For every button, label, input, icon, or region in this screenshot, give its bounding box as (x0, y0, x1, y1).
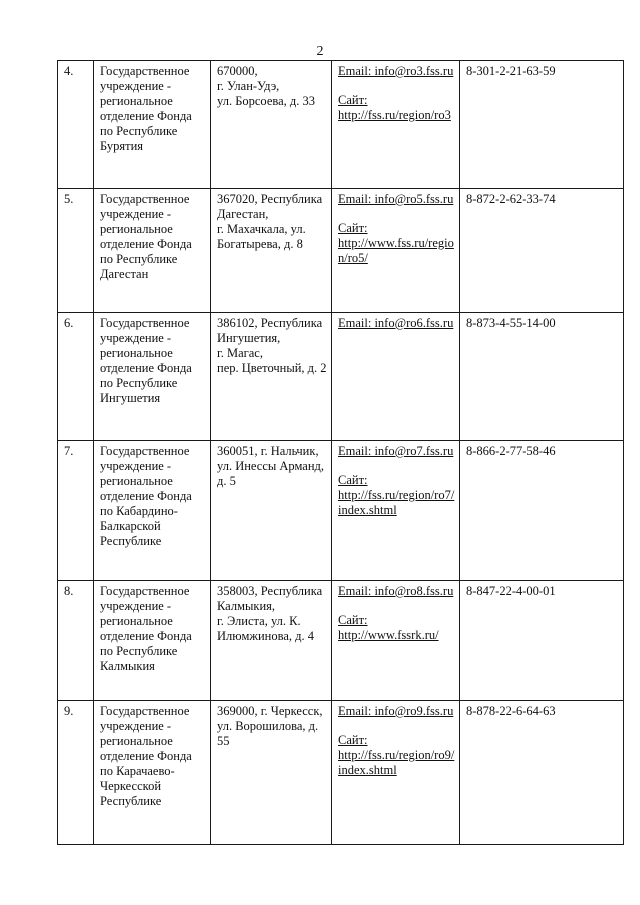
row-number (58, 581, 94, 701)
row-number-text: 6. (64, 316, 74, 330)
email-link[interactable]: Email: info@ro5.fss.ru (338, 192, 454, 206)
address-line: 360051, г. Нальчик, (217, 444, 319, 458)
address-line: пер. Цветочный, д. 2 (217, 361, 327, 375)
organization-name-line: отделение Фонда (100, 749, 192, 763)
email-link[interactable]: Email: info@ro6.fss.ru (338, 316, 454, 330)
organization-name-line: Государственное (100, 704, 190, 718)
organization-name-line: по Республике (100, 376, 178, 390)
organization-name-line: региональное (100, 614, 173, 628)
organization-name-line: учреждение - (100, 459, 172, 473)
address-cell (211, 61, 332, 189)
spacer (338, 459, 455, 473)
organization-name-line: Ингушетия (100, 391, 161, 405)
address-cell (211, 313, 332, 441)
organization-name-line: отделение Фонда (100, 489, 192, 503)
contacts-cell (332, 701, 460, 845)
organization-name-line: Государственное (100, 316, 190, 330)
organization-name-line: учреждение - (100, 599, 172, 613)
organization-name-line: Бурятия (100, 139, 144, 153)
address-line: г. Элиста, ул. К. (217, 614, 301, 628)
site-link[interactable]: http://www.fss.ru/regio (338, 236, 454, 250)
organization-name-line: отделение Фонда (100, 361, 192, 375)
site-label[interactable]: Сайт: (338, 93, 368, 107)
phone-number: 8-847-22-4-00-01 (466, 584, 556, 598)
table-row (58, 441, 624, 581)
email-link[interactable]: Email: info@ro7.fss.ru (338, 444, 454, 458)
row-number (58, 441, 94, 581)
organization-name-cell (94, 189, 211, 313)
organization-name-line: учреждение - (100, 719, 172, 733)
organization-name-line: региональное (100, 734, 173, 748)
organization-name-line: по Карачаево- (100, 764, 175, 778)
phone-number: 8-872-2-62-33-74 (466, 192, 556, 206)
row-number (58, 701, 94, 845)
organization-name-line: Республике (100, 534, 162, 548)
organization-name-line: Государственное (100, 64, 190, 78)
table-row (58, 189, 624, 313)
phone-cell (460, 701, 624, 845)
organization-name-line: Государственное (100, 444, 190, 458)
organization-name-line: по Республике (100, 644, 178, 658)
organization-name-line: учреждение - (100, 79, 172, 93)
address-cell (211, 581, 332, 701)
phone-cell (460, 313, 624, 441)
organization-name-line: Государственное (100, 584, 190, 598)
organization-name-line: отделение Фонда (100, 237, 192, 251)
email-link[interactable]: Email: info@ro9.fss.ru (338, 704, 454, 718)
organization-name-cell (94, 441, 211, 581)
row-number-text: 8. (64, 584, 74, 598)
address-line: ул. Ворошилова, д. (217, 719, 319, 733)
organization-name-cell (94, 701, 211, 845)
phone-cell (460, 581, 624, 701)
phone-cell (460, 189, 624, 313)
address-line: Калмыкия, (217, 599, 276, 613)
table-row (58, 701, 624, 845)
row-number (58, 313, 94, 441)
address-line: г. Магас, (217, 346, 263, 360)
email-link[interactable]: Email: info@ro8.fss.ru (338, 584, 454, 598)
organization-name-line: Дагестан (100, 267, 149, 281)
contacts-cell (332, 189, 460, 313)
organization-name-cell (94, 581, 211, 701)
table-row (58, 313, 624, 441)
address-line: 369000, г. Черкесск, (217, 704, 323, 718)
row-number-text: 4. (64, 64, 74, 78)
site-link[interactable]: http://www.fssrk.ru/ (338, 628, 439, 642)
contacts-cell (332, 581, 460, 701)
address-line: Илюмжинова, д. 4 (217, 629, 315, 643)
organization-name-cell (94, 61, 211, 189)
phone-cell (460, 61, 624, 189)
contacts-cell (332, 313, 460, 441)
phone-number: 8-866-2-77-58-46 (466, 444, 556, 458)
address-line: Ингушетия, (217, 331, 281, 345)
phone-number: 8-878-22-6-64-63 (466, 704, 556, 718)
address-line: 358003, Республика (217, 584, 323, 598)
address-line: Дагестан, (217, 207, 269, 221)
address-line: г. Махачкала, ул. (217, 222, 306, 236)
phone-number: 8-873-4-55-14-00 (466, 316, 556, 330)
site-link[interactable]: http://fss.ru/region/ro3 (338, 108, 451, 122)
organization-name-line: учреждение - (100, 331, 172, 345)
organization-name-line: региональное (100, 474, 173, 488)
page-number: 2 (316, 44, 324, 59)
contacts-cell (332, 441, 460, 581)
spacer (338, 79, 455, 93)
organization-name-line: Калмыкия (100, 659, 155, 673)
site-link[interactable]: http://fss.ru/region/ro7/ (338, 488, 455, 502)
address-line: ул. Инессы Арманд, (217, 459, 325, 473)
address-line: 55 (217, 734, 230, 748)
site-label[interactable]: Сайт: (338, 221, 368, 235)
spacer (338, 719, 455, 733)
table-body (58, 61, 624, 845)
address-line: Богатырева, д. 8 (217, 237, 303, 251)
email-link[interactable]: Email: info@ro3.fss.ru (338, 64, 454, 78)
organization-name-line: региональное (100, 346, 173, 360)
organization-name-line: региональное (100, 222, 173, 236)
spacer (338, 599, 455, 613)
organization-name-line: отделение Фонда (100, 109, 192, 123)
row-number (58, 189, 94, 313)
address-cell (211, 701, 332, 845)
site-link[interactable]: index.shtml (338, 763, 397, 777)
organization-name-line: отделение Фонда (100, 629, 192, 643)
site-label[interactable]: Сайт: (338, 613, 368, 627)
address-cell (211, 441, 332, 581)
organization-name-line: учреждение - (100, 207, 172, 221)
organization-name-line: Государственное (100, 192, 190, 206)
address-line: 367020, Республика (217, 192, 323, 206)
organization-name-line: по Кабардино- (100, 504, 178, 518)
spacer (338, 207, 455, 221)
site-link[interactable]: index.shtml (338, 503, 397, 517)
table-row (58, 61, 624, 189)
address-line: 670000, (217, 64, 258, 78)
address-line: ул. Борсоева, д. 33 (217, 94, 316, 108)
address-cell (211, 189, 332, 313)
organization-name-cell (94, 313, 211, 441)
organization-name-line: по Республике (100, 252, 178, 266)
organization-name-line: Балкарской (100, 519, 161, 533)
organization-name-line: по Республике (100, 124, 178, 138)
fss-regional-offices-table (57, 60, 624, 845)
organization-name-line: региональное (100, 94, 173, 108)
site-link[interactable]: http://fss.ru/region/ro9/ (338, 748, 455, 762)
site-label[interactable]: Сайт: (338, 733, 368, 747)
contacts-cell (332, 61, 460, 189)
row-number-text: 9. (64, 704, 74, 718)
address-line: 386102, Республика (217, 316, 323, 330)
site-link[interactable]: n/ro5/ (338, 251, 368, 265)
address-line: г. Улан-Удэ, (217, 79, 280, 93)
organization-name-line: Республике (100, 794, 162, 808)
organization-name-line: Черкесской (100, 779, 162, 793)
phone-cell (460, 441, 624, 581)
table-row (58, 581, 624, 701)
address-line: д. 5 (217, 474, 236, 488)
row-number-text: 5. (64, 192, 74, 206)
phone-number: 8-301-2-21-63-59 (466, 64, 556, 78)
row-number (58, 61, 94, 189)
row-number-text: 7. (64, 444, 74, 458)
site-label[interactable]: Сайт: (338, 473, 368, 487)
